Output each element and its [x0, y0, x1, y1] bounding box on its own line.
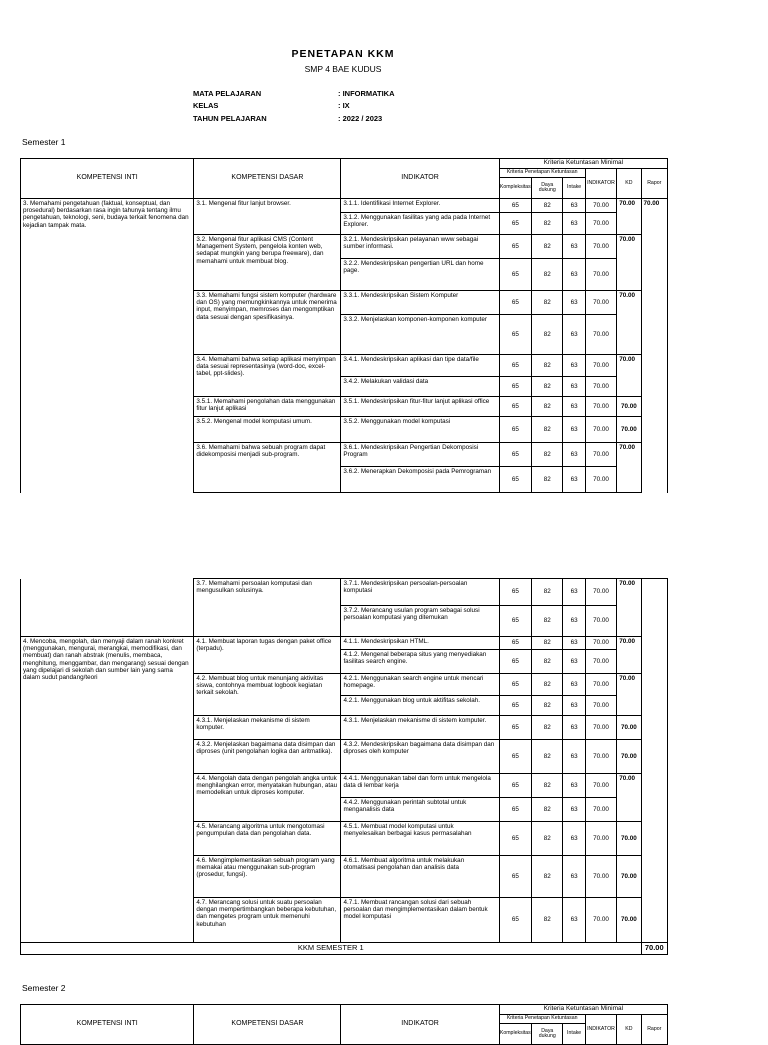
indikator-value-cell: 70.00 [585, 397, 616, 417]
kompleksitas-cell: 65 [499, 716, 531, 740]
intake-cell: 63 [563, 716, 585, 740]
header-kriteria: Kriteria Ketuntasan Minimal [499, 159, 667, 169]
header-daya-dukung: Daya dukung [532, 178, 563, 199]
header-indikator: INDIKATOR [341, 159, 499, 199]
daya-dukung-cell: 82 [532, 696, 563, 716]
indikator-cell: 3.3.2. Menjelaskan komponen-komponen komputer [341, 315, 499, 355]
kkm-table-continuation [20, 578, 668, 955]
daya-dukung-cell: 82 [532, 213, 563, 235]
indikator-value-cell: 70.00 [585, 579, 616, 606]
header-kriteria: Kriteria Ketuntasan Minimal [499, 1005, 667, 1015]
indikator-value-cell: 70.00 [585, 377, 616, 397]
indikator-cell: 3.4.2. Melakukan validasi data [341, 377, 499, 397]
kkm-table-semester-2 [20, 1004, 668, 1045]
kd-value-cell: 70.00 [617, 716, 641, 740]
header-rapor: Rapor [641, 169, 667, 199]
indikator-value-cell: 70.00 [585, 355, 616, 377]
intake-cell: 63 [563, 213, 585, 235]
indikator-cell: 4.5.1. Membuat model komputasi untuk menyelesaikan berbagai kasus permasalahan [341, 822, 499, 856]
kd-value-cell: 70.00 [617, 417, 641, 443]
indikator-value-cell: 70.00 [585, 315, 616, 355]
kompleksitas-cell: 65 [499, 417, 531, 443]
daya-dukung-cell: 82 [532, 377, 563, 397]
kompleksitas-cell: 65 [499, 443, 531, 467]
daya-dukung-cell: 82 [532, 637, 563, 650]
kd-value-cell: 70.00 [617, 579, 641, 637]
intake-cell: 63 [563, 235, 585, 259]
intake-cell: 63 [563, 315, 585, 355]
indikator-cell: 4.6.1. Membuat algoritma untuk melakukan otomatisasi pengolahan dan analisis data [341, 856, 499, 898]
semester-1-label: Semester 1 [22, 137, 66, 147]
indikator-value-cell: 70.00 [585, 637, 616, 650]
indikator-cell: 3.5.2. Menggunakan model komputasi [341, 417, 499, 443]
table-row [21, 579, 668, 606]
kd-value-cell: 70.00 [617, 443, 641, 493]
indikator-value-cell: 70.00 [585, 650, 616, 674]
indikator-cell: 3.7.1. Mendeskripsikan persoalan-persoalan komputasi [341, 579, 499, 606]
daya-dukung-cell: 82 [532, 856, 563, 898]
indikator-cell: 3.7.2. Merancang usulan program sebagai solusi persoalan komputasi yang ditemukan [341, 606, 499, 637]
kd-cell: 4.3.2. Menjelaskan bagaimana data disimpan dan diproses (unit pengolahan logika dan aritmatika). [194, 740, 341, 774]
document-title: PENETAPAN KKM [291, 48, 395, 60]
intake-cell: 63 [563, 774, 585, 798]
intake-cell: 63 [563, 377, 585, 397]
daya-dukung-cell: 82 [532, 650, 563, 674]
indikator-cell: 3.2.1. Mendeskripsikan pelayanan www sebagai sumber informasi. [341, 235, 499, 259]
indikator-value-cell: 70.00 [585, 199, 616, 213]
header-daya-dukung: Daya dukung [532, 1024, 563, 1045]
indikator-cell: 3.5.1. Mendeskripsikan fitur-fitur lanjut aplikasi office [341, 397, 499, 417]
kompleksitas-cell: 65 [499, 259, 531, 291]
daya-dukung-cell: 82 [532, 443, 563, 467]
header-kompetensi-inti: KOMPETENSI INTI [21, 1005, 194, 1045]
indikator-cell: 3.6.2. Menerapkan Dekomposisi pada Pemrograman [341, 467, 499, 493]
header-indikator-col: INDIKATOR [585, 169, 616, 199]
kompleksitas-cell: 65 [499, 798, 531, 822]
daya-dukung-cell: 82 [532, 355, 563, 377]
daya-dukung-cell: 82 [532, 397, 563, 417]
kompleksitas-cell: 65 [499, 856, 531, 898]
kompleksitas-cell: 65 [499, 467, 531, 493]
header-kriteria-penetapan: Kriteria Penetapan Ketuntasan [499, 1015, 585, 1024]
indikator-cell: 4.7.1. Membuat rancangan solusi dari sebuah persoalan dan mengimplementasikan dalam bentuk model komputasi [341, 898, 499, 943]
header-intake: Intake [563, 1024, 585, 1045]
kompleksitas-cell: 65 [499, 898, 531, 943]
kompleksitas-cell: 65 [499, 606, 531, 637]
indikator-cell: 4.1.2. Mengenal beberapa situs yang menyediakan fasilitas search engine. [341, 650, 499, 674]
kd-value-cell: 70.00 [617, 355, 641, 397]
kd-value-cell: 70.00 [617, 740, 641, 774]
daya-dukung-cell: 82 [532, 291, 563, 315]
intake-cell: 63 [563, 674, 585, 696]
kd-value-cell: 70.00 [617, 856, 641, 898]
kd-value-cell: 70.00 [617, 235, 641, 291]
kd-value-cell: 70.00 [617, 774, 641, 822]
indikator-value-cell: 70.00 [585, 235, 616, 259]
intake-cell: 63 [563, 650, 585, 674]
kompleksitas-cell: 65 [499, 637, 531, 650]
daya-dukung-cell: 82 [532, 822, 563, 856]
kompleksitas-cell: 65 [499, 650, 531, 674]
header-intake: Intake [563, 178, 585, 199]
ki-cell-empty [21, 579, 194, 637]
indikator-value-cell: 70.00 [585, 674, 616, 696]
ki-cell: 4. Mencoba, mengolah, dan menyaji dalam ranah konkret (menggunakan, mengurai, merangkai, memodifikasi, dan membuat) dan ranah abstrak (menulis, membaca, menghitung, menggambar, dan mengarang) sesuai dengan yang dipelajari di sekolah dan sumber lain yang sama dalam sudut pandang/teori [21, 637, 194, 943]
school-name: SMP 4 BAE KUDUS [304, 64, 382, 74]
indikator-cell: 4.1.1. Mendeskripsikan HTML. [341, 637, 499, 650]
kompleksitas-cell: 65 [499, 315, 531, 355]
intake-cell: 63 [563, 856, 585, 898]
indikator-value-cell: 70.00 [585, 898, 616, 943]
kd-cell: 4.5. Merancang algoritma untuk mengotomasi pengumpulan data dan pengolahan data. [194, 822, 341, 856]
indikator-cell: 4.3.1. Menjelaskan mekanisme di sistem komputer. [341, 716, 499, 740]
indikator-cell: 3.1.1. Identifikasi Internet Explorer. [341, 199, 499, 213]
header-kd: KD [617, 1015, 641, 1045]
indikator-cell: 3.1.2. Menggunakan fasilitas yang ada pada Internet Explorer. [341, 213, 499, 235]
header-rapor: Rapor [641, 1015, 667, 1045]
kompleksitas-cell: 65 [499, 774, 531, 798]
indikator-value-cell: 70.00 [585, 259, 616, 291]
intake-cell: 63 [563, 291, 585, 315]
indikator-value-cell: 70.00 [585, 696, 616, 716]
intake-cell: 63 [563, 355, 585, 377]
kd-cell: 3.1. Mengenal fitur lanjut browser. [194, 199, 341, 235]
kkm-semester-value: 70.00 [641, 943, 667, 955]
kompleksitas-cell: 65 [499, 822, 531, 856]
header-indikator: INDIKATOR [341, 1005, 499, 1045]
kd-cell: 3.4. Memahami bahwa setiap aplikasi menyimpan data sesuai representasinya (word-doc, excel-tabel, ppt-slides). [194, 355, 341, 397]
intake-cell: 63 [563, 822, 585, 856]
daya-dukung-cell: 82 [532, 774, 563, 798]
indikator-value-cell: 70.00 [585, 740, 616, 774]
header-kompleksitas: Kompleksitas [499, 1024, 531, 1045]
header-kriteria-penetapan: Kriteria Penetapan Ketuntasan [499, 169, 585, 178]
indikator-cell: 3.3.1. Mendeskripsikan Sistem Komputer [341, 291, 499, 315]
kd-cell: 4.3.1. Menjelaskan mekanisme di sistem komputer. [194, 716, 341, 740]
daya-dukung-cell: 82 [532, 716, 563, 740]
kompleksitas-cell: 65 [499, 696, 531, 716]
daya-dukung-cell: 82 [532, 674, 563, 696]
kompleksitas-cell: 65 [499, 397, 531, 417]
indikator-value-cell: 70.00 [585, 774, 616, 798]
indikator-value-cell: 70.00 [585, 467, 616, 493]
kompleksitas-cell: 65 [499, 355, 531, 377]
daya-dukung-cell: 82 [532, 315, 563, 355]
daya-dukung-cell: 82 [532, 417, 563, 443]
kd-cell: 3.2. Mengenal fitur aplikasi CMS (Content Management System, pengelola konten web, sedapat mungkin yang berupa freeware), dan memahami untuk membuat blog. [194, 235, 341, 291]
daya-dukung-cell: 82 [532, 898, 563, 943]
daya-dukung-cell: 82 [532, 235, 563, 259]
kompleksitas-cell: 65 [499, 291, 531, 315]
intake-cell: 63 [563, 199, 585, 213]
kompleksitas-cell: 65 [499, 674, 531, 696]
daya-dukung-cell: 82 [532, 740, 563, 774]
kompleksitas-cell: 65 [499, 199, 531, 213]
indikator-cell: 3.2.2. Mendeskripsikan pengertian URL dan home page. [341, 259, 499, 291]
kd-cell: 4.1. Membuat laporan tugas dengan paket office (terpadu). [194, 637, 341, 674]
intake-cell: 63 [563, 798, 585, 822]
kd-value-cell: 70.00 [617, 637, 641, 674]
daya-dukung-cell: 82 [532, 579, 563, 606]
info-value: : 2022 / 2023 [338, 114, 383, 123]
kd-cell: 4.4. Mengolah data dengan pengolah angka untuk menghilangkan error, menyatakan hubungan, atau memodelkan untuk diproses komputer. [194, 774, 341, 822]
intake-cell: 63 [563, 696, 585, 716]
info-value: : INFORMATIKA [338, 89, 395, 98]
kd-cell: 4.6. Mengimplementasikan sebuah program yang memakai atau menggunakan sub-program (prosedur, fungsi). [194, 856, 341, 898]
indikator-value-cell: 70.00 [585, 417, 616, 443]
indikator-cell: 3.4.1. Mendeskripsikan aplikasi dan tipe data/file [341, 355, 499, 377]
kompleksitas-cell: 65 [499, 213, 531, 235]
table-row [21, 199, 668, 213]
kd-cell: 4.7. Merancang solusi untuk suatu persoalan dengan mempertimbangkan beberapa kebutuhan, dan mengetes program untuk memenuhi kebutuhan [194, 898, 341, 943]
indikator-cell: 4.2.1. Menggunakan search engine untuk mencari homepage. [341, 674, 499, 696]
indikator-cell: 3.6.1. Mendeskripsikan Pengertian Dekomposisi Program [341, 443, 499, 467]
indikator-value-cell: 70.00 [585, 606, 616, 637]
intake-cell: 63 [563, 740, 585, 774]
kompleksitas-cell: 65 [499, 740, 531, 774]
daya-dukung-cell: 82 [532, 259, 563, 291]
kkm-semester-row [21, 943, 668, 955]
kkm-table-semester-1 [20, 158, 668, 493]
ki-cell: 3. Memahami pengetahuan (faktual, konseptual, dan prosedural) berdasarkan rasa ingin tahunya tentang ilmu pengetahuan, teknologi, seni, budaya terkait fenomena dan kejadian tampak mata. [21, 199, 194, 493]
kd-value-cell: 70.00 [617, 898, 641, 943]
kd-value-cell: 70.00 [617, 199, 641, 235]
kd-cell: 3.5.2. Mengenal model komputasi umum. [194, 417, 341, 443]
header-kompleksitas: Kompleksitas [499, 178, 531, 199]
info-label: KELAS [193, 101, 219, 110]
intake-cell: 63 [563, 417, 585, 443]
kd-value-cell: 70.00 [617, 397, 641, 417]
kd-value-cell: 70.00 [617, 674, 641, 716]
kd-value-cell: 70.00 [617, 291, 641, 355]
intake-cell: 63 [563, 579, 585, 606]
info-value: : IX [338, 101, 350, 110]
indikator-cell: 4.4.1. Menggunakan tabel dan form untuk mengelola data di lembar kerja [341, 774, 499, 798]
kompleksitas-cell: 65 [499, 377, 531, 397]
kompleksitas-cell: 65 [499, 579, 531, 606]
daya-dukung-cell: 82 [532, 199, 563, 213]
intake-cell: 63 [563, 443, 585, 467]
kd-cell: 3.5.1. Memahami pengolahan data menggunakan fitur lanjut aplikasi [194, 397, 341, 417]
intake-cell: 63 [563, 467, 585, 493]
kd-cell: 4.2. Membuat blog untuk menunjang aktivitas siswa, contohnya membuat logbook kegiatan terkait sekolah. [194, 674, 341, 716]
table-row [21, 637, 668, 650]
header-kompetensi-dasar: KOMPETENSI DASAR [194, 159, 341, 199]
kkm-semester-label: KKM SEMESTER 1 [21, 943, 642, 955]
info-label: TAHUN PELAJARAN [193, 114, 267, 123]
indikator-value-cell: 70.00 [585, 443, 616, 467]
daya-dukung-cell: 82 [532, 606, 563, 637]
indikator-value-cell: 70.00 [585, 856, 616, 898]
info-label: MATA PELAJARAN [193, 89, 262, 98]
rapor-cell-empty [641, 579, 667, 943]
kd-cell: 3.7. Memahami persoalan komputasi dan mengusulkan solusinya. [194, 579, 341, 637]
indikator-cell: 4.3.2. Mendeskripsikan bagaimana data disimpan dan diproses oleh komputer [341, 740, 499, 774]
rapor-cell: 70.00 [641, 199, 667, 493]
indikator-value-cell: 70.00 [585, 716, 616, 740]
intake-cell: 63 [563, 259, 585, 291]
intake-cell: 63 [563, 898, 585, 943]
indikator-cell: 4.2.1. Menggunakan blog untuk aktifitas sekolah. [341, 696, 499, 716]
kd-cell: 3.3. Memahami fungsi sistem komputer (hardware dan OS) yang memungkinkannya untuk menerima input, menyimpan, memroses dan mengomptikan data sesuai dengan spesifikasinya. [194, 291, 341, 355]
kd-cell: 3.6. Memahami bahwa sebuah program dapat didekomposisi menjadi sub-program. [194, 443, 341, 493]
intake-cell: 63 [563, 606, 585, 637]
kompleksitas-cell: 65 [499, 235, 531, 259]
intake-cell: 63 [563, 637, 585, 650]
kd-value-cell: 70.00 [617, 822, 641, 856]
daya-dukung-cell: 82 [532, 798, 563, 822]
intake-cell: 63 [563, 397, 585, 417]
indikator-value-cell: 70.00 [585, 213, 616, 235]
header-kd: KD [617, 169, 641, 199]
indikator-value-cell: 70.00 [585, 798, 616, 822]
header-indikator-col: INDIKATOR [585, 1015, 616, 1045]
daya-dukung-cell: 82 [532, 467, 563, 493]
semester-2-label: Semester 2 [22, 983, 66, 993]
header-kompetensi-dasar: KOMPETENSI DASAR [194, 1005, 341, 1045]
indikator-value-cell: 70.00 [585, 291, 616, 315]
header-kompetensi-inti: KOMPETENSI INTI [21, 159, 194, 199]
indikator-cell: 4.4.2. Menggunakan perintah subtotal untuk menganalisis data [341, 798, 499, 822]
indikator-value-cell: 70.00 [585, 822, 616, 856]
